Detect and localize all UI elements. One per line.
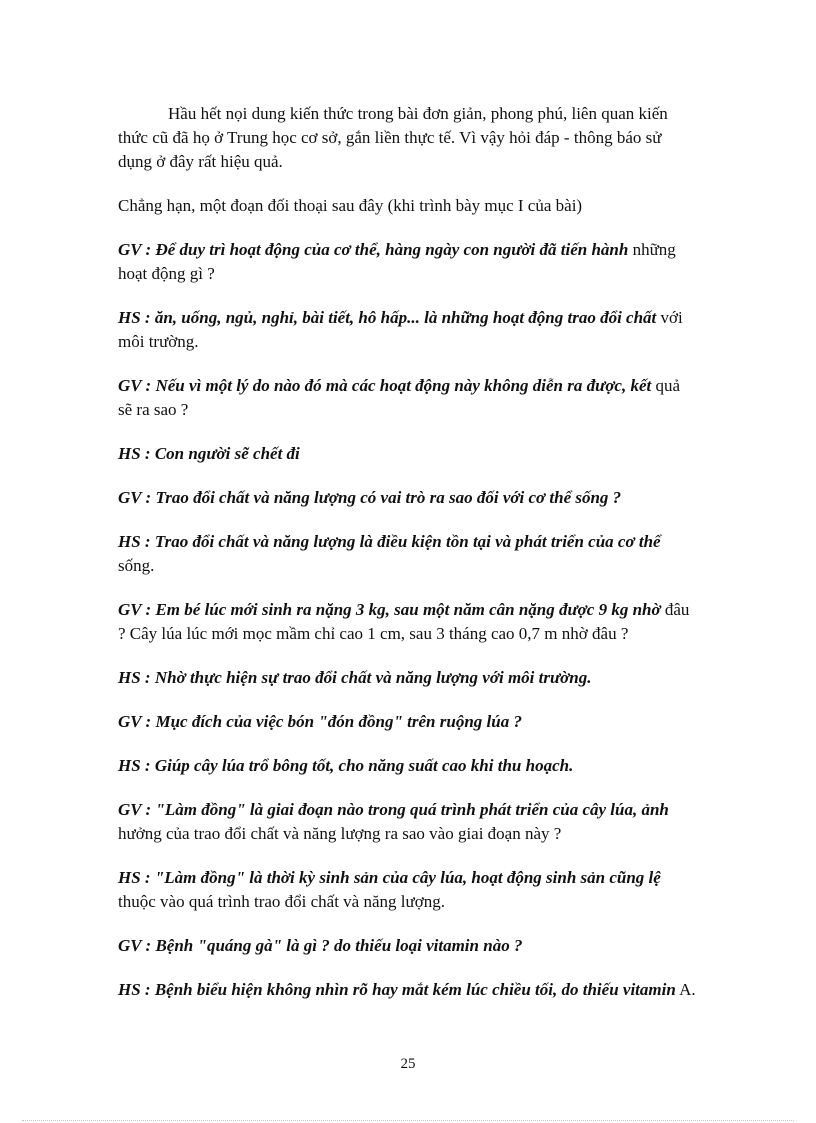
dialogue-normal: đâu ? Cây lúa lúc mới mọc mầm chỉ cao 1 cm, sau 3 tháng cao 0,7 m nhờ đâu ? xyxy=(118,600,690,643)
dialogue-line xyxy=(118,866,698,914)
dialogue-normal: thuộc vào quá trình trao đổi chất và năng lượng. xyxy=(118,892,445,911)
dialogue-line xyxy=(118,934,698,958)
dialogue-bold: HS : Nhờ thực hiện sự trao đổi chất và năng lượng với môi trường. xyxy=(118,668,592,687)
dialogue-line xyxy=(118,530,698,578)
dialogue-bold: GV : Trao đổi chất và năng lượng có vai trò ra sao đối với cơ thể sống ? xyxy=(118,488,622,507)
dialogue-bold: GV : Bệnh "quáng gà" là gì ? do thiếu loại vitamin nào ? xyxy=(118,936,523,955)
page-edge-divider xyxy=(22,1120,794,1121)
dialogue-bold: GV : Để duy trì hoạt động của cơ thể, hàng ngày con người đã tiến hành xyxy=(118,240,629,259)
dialogue-line xyxy=(118,374,698,422)
dialogue-normal: những hoạt động gì ? xyxy=(118,240,676,283)
dialogue-line xyxy=(118,486,698,510)
dialogue-normal: quả sẽ ra sao ? xyxy=(118,376,681,419)
dialogue-line xyxy=(118,442,698,466)
dialogue-line xyxy=(118,666,698,690)
dialogue-normal: A. xyxy=(675,980,696,999)
dialogue-line xyxy=(118,978,698,1002)
dialogue-line xyxy=(118,754,698,778)
dialogue-bold: GV : Nếu vì một lý do nào đó mà các hoạt động này không diễn ra được, kết xyxy=(118,376,652,395)
dialogue-line xyxy=(118,598,698,646)
dialogue-bold: HS : ăn, uống, ngủ, nghỉ, bài tiết, hô hấp... là những hoạt động trao đổi chất xyxy=(118,308,657,327)
dialogue-normal: hưởng của trao đổi chất và năng lượng ra sao vào giai đoạn này ? xyxy=(118,824,562,843)
page-number: 25 xyxy=(400,1056,416,1072)
lead-paragraph: Chẳng hạn, một đoạn đối thoại sau đây (khi trình bày mục I của bài) xyxy=(118,196,583,215)
dialogue-bold: HS : Trao đổi chất và năng lượng là điều kiện tồn tại và phát triển của cơ thể xyxy=(118,532,661,551)
dialogue-line xyxy=(118,710,698,734)
dialogue-bold: HS : Con người sẽ chết đi xyxy=(118,444,300,463)
dialogue-normal: với môi trường. xyxy=(118,308,683,351)
dialogue-bold: HS : "Làm đồng" là thời kỳ sinh sản của cây lúa, hoạt động sinh sản cũng lệ xyxy=(118,868,661,887)
dialogue-line xyxy=(118,238,698,286)
dialogue-bold: GV : Mục đích của việc bón "đón đồng" trên ruộng lúa ? xyxy=(118,712,522,731)
dialogue-bold: GV : Em bé lúc mới sinh ra nặng 3 kg, sau một năm cân nặng được 9 kg nhờ xyxy=(118,600,661,619)
dialogue-line xyxy=(118,306,698,354)
dialogue-normal: sống. xyxy=(118,556,155,575)
dialogue-line xyxy=(118,798,698,846)
page-body xyxy=(118,102,698,1022)
dialogue-bold: HS : Giúp cây lúa trổ bông tốt, cho năng suất cao khi thu hoạch. xyxy=(118,756,574,775)
dialogue-bold: GV : "Làm đồng" là giai đoạn nào trong quá trình phát triển của cây lúa, ảnh xyxy=(118,800,669,819)
dialogue-bold: HS : Bệnh biểu hiện không nhìn rõ hay mắt kém lúc chiều tối, do thiếu vitamin xyxy=(118,980,676,999)
intro-paragraph: Hầu hết nọi dung kiến thức trong bài đơn giản, phong phú, liên quan kiến thức cũ đã họ ở Trung học cơ sở, gắn liền thực tế. Vì vậy hỏi đáp - thông báo sử dụng ở đây rất hiệu quả. xyxy=(118,104,668,171)
